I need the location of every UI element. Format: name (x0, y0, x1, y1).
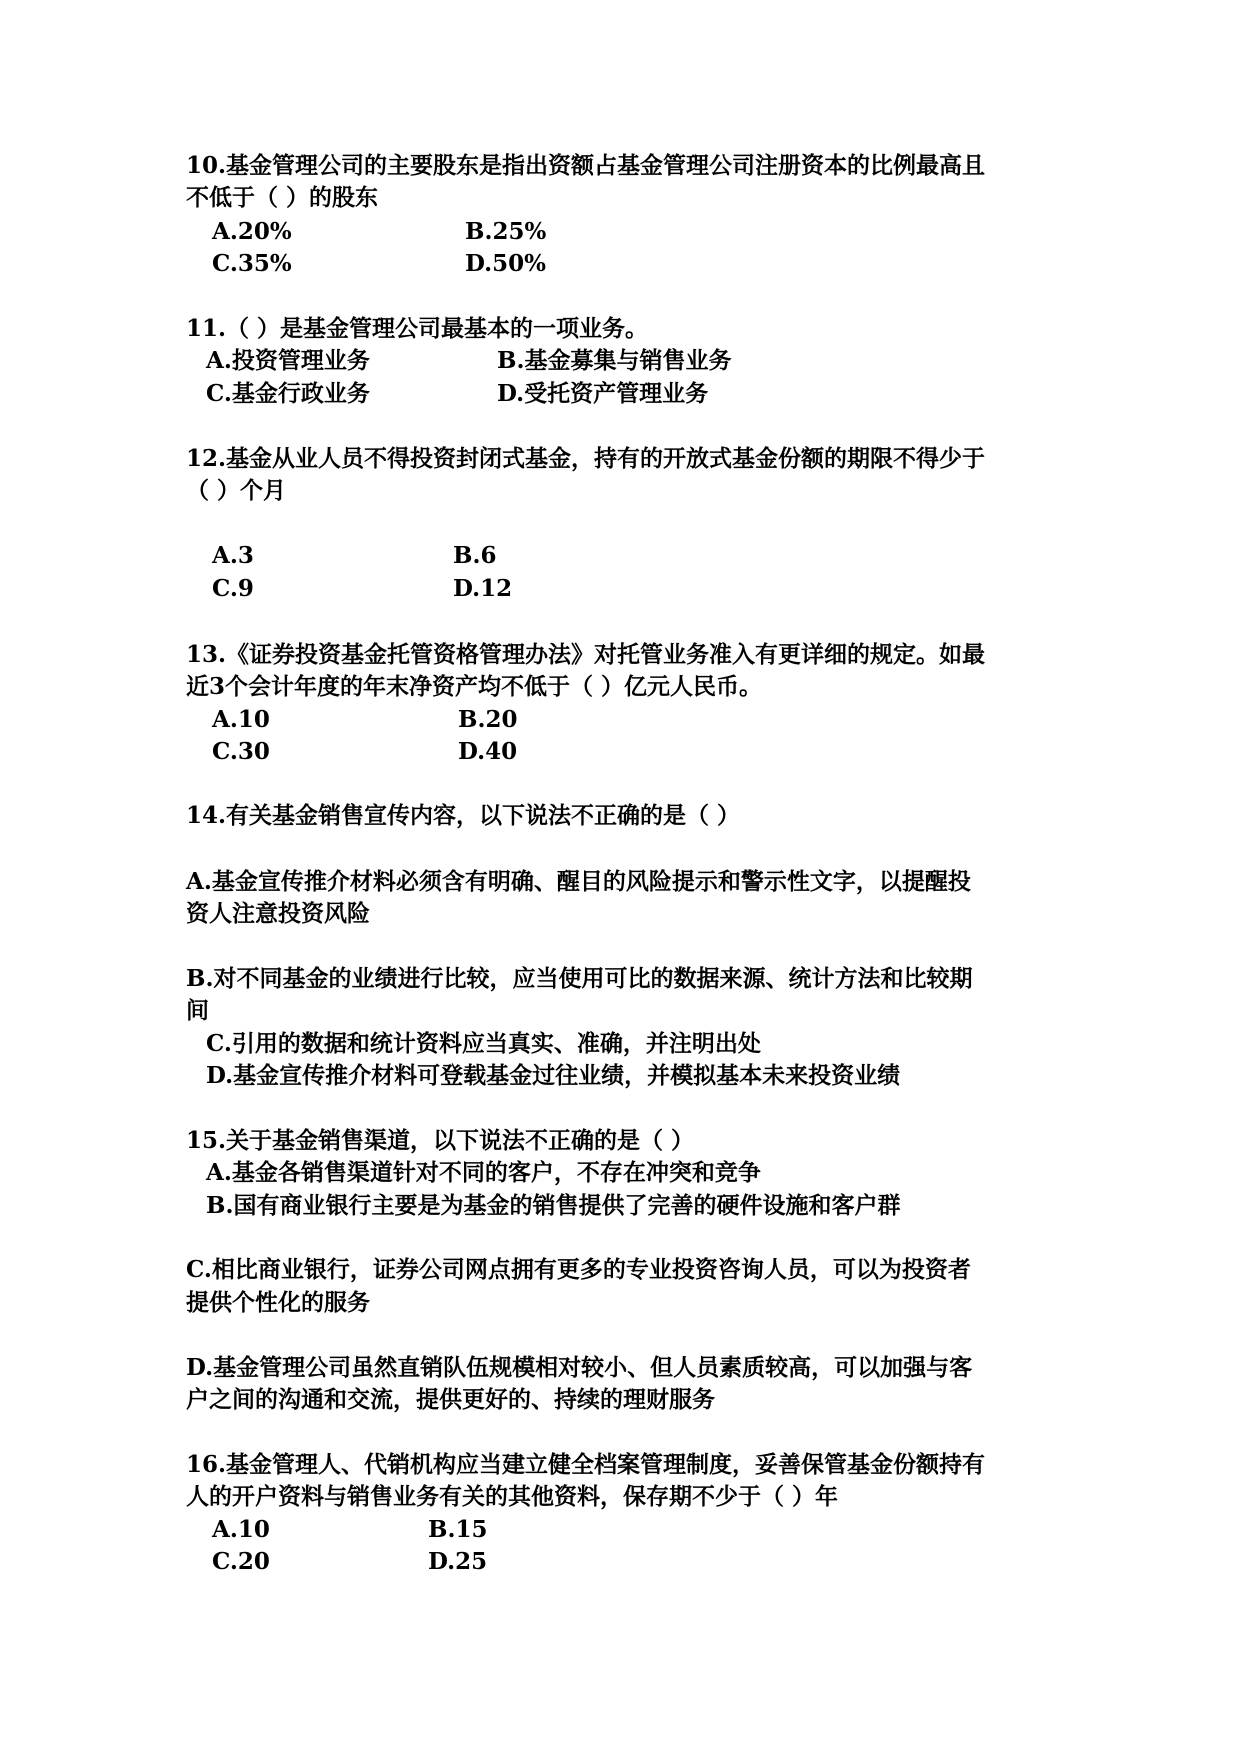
q14-option-d: D.基金宣传推介材料可登载基金过往业绩，并模拟基本未来投资业绩 (206, 1062, 901, 1089)
q15-stem-line1: 15.关于基金销售渠道，以下说法不正确的是（ ） (186, 1127, 695, 1154)
q10-option-d: D.50% (465, 250, 546, 277)
q13-stem-line2: 近3个会计年度的年末净资产均不低于（ ）亿元人民币。 (186, 673, 763, 700)
q12-option-d: D.12 (453, 575, 513, 602)
q13-option-c: C.30 (212, 738, 270, 765)
q11-option-b: B.基金募集与销售业务 (497, 347, 732, 374)
q11-option-d: D.受托资产管理业务 (497, 380, 709, 407)
q15-option-d-line1: D.基金管理公司虽然直销队伍规模相对较小、但人员素质较高，可以加强与客 (186, 1354, 973, 1381)
q10-option-b: B.25% (465, 218, 547, 245)
q14-option-a-line1: A.基金宣传推介材料必须含有明确、醒目的风险提示和警示性文字，以提醒投 (186, 868, 971, 895)
q14-option-b-line2: 间 (186, 997, 209, 1024)
q12-stem-line2: （ ）个月 (186, 477, 287, 504)
q13-option-d: D.40 (458, 738, 518, 765)
q12-option-b: B.6 (453, 542, 497, 569)
q16-stem-line2: 人的开户资料与销售业务有关的其他资料，保存期不少于（ ）年 (186, 1483, 839, 1510)
q11-option-a: A.投资管理业务 (206, 347, 370, 374)
q15-option-d-line2: 户之间的沟通和交流，提供更好的、持续的理财服务 (186, 1386, 715, 1413)
q15-option-a: A.基金各销售渠道针对不同的客户，不存在冲突和竞争 (206, 1159, 761, 1186)
q13-stem-line1: 13.《证券投资基金托管资格管理办法》对托管业务准入有更详细的规定。如最 (186, 641, 986, 668)
q10-stem-line1: 10.基金管理公司的主要股东是指出资额占基金管理公司注册资本的比例最高且 (186, 152, 986, 179)
q16-option-c: C.20 (212, 1548, 270, 1575)
q13-option-a: A.10 (212, 706, 270, 733)
q12-stem-line1: 12.基金从业人员不得投资封闭式基金，持有的开放式基金份额的期限不得少于 (186, 445, 986, 472)
q15-option-c-line1: C.相比商业银行，证券公司网点拥有更多的专业投资咨询人员，可以为投资者 (186, 1256, 971, 1283)
q11-stem-line1: 11.（ ）是基金管理公司最基本的一项业务。 (186, 315, 649, 342)
q16-stem-line1: 16.基金管理人、代销机构应当建立健全档案管理制度，妥善保管基金份额持有 (186, 1451, 986, 1478)
q14-option-a-line2: 资人注意投资风险 (186, 900, 370, 927)
q10-option-c: C.35% (212, 250, 292, 277)
q11-option-c: C.基金行政业务 (206, 380, 370, 407)
q14-option-c: C.引用的数据和统计资料应当真实、准确，并注明出处 (206, 1030, 761, 1057)
q16-option-a: A.10 (212, 1516, 270, 1543)
q12-option-a: A.3 (212, 542, 254, 569)
q16-option-b: B.15 (428, 1516, 488, 1543)
q12-option-c: C.9 (212, 575, 254, 602)
q14-option-b-line1: B.对不同基金的业绩进行比较，应当使用可比的数据来源、统计方法和比较期 (186, 965, 973, 992)
q16-option-d: D.25 (428, 1548, 488, 1575)
q10-stem-line2: 不低于（ ）的股东 (186, 184, 379, 211)
q10-option-a: A.20% (212, 218, 292, 245)
q15-option-b: B.国有商业银行主要是为基金的销售提供了完善的硬件设施和客户群 (206, 1192, 901, 1219)
q15-option-c-line2: 提供个性化的服务 (186, 1289, 370, 1316)
q13-option-b: B.20 (458, 706, 518, 733)
q14-stem-line1: 14.有关基金销售宣传内容，以下说法不正确的是（ ） (186, 802, 741, 829)
